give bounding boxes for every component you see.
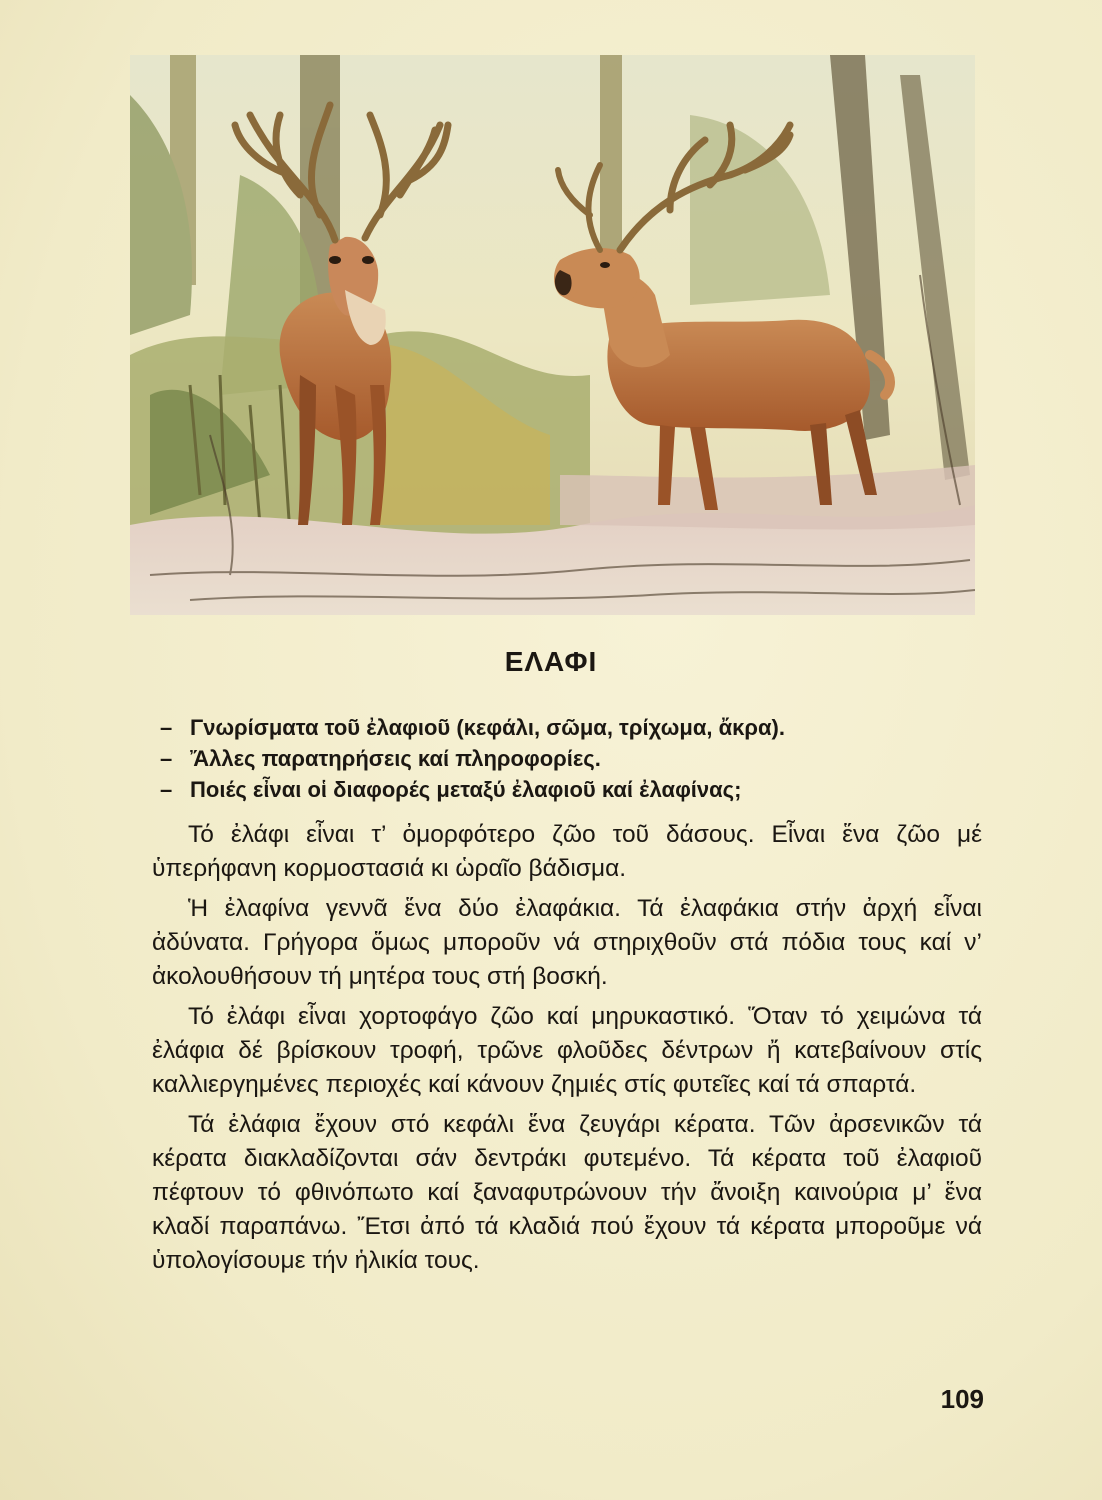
question-text: Ἄλλες παρατηρήσεις καί πληροφορίες. (190, 746, 601, 771)
question-text: Ποιές εἶναι οἱ διαφορές μεταξύ ἐλαφιοῦ καί ἐλαφίνας; (190, 777, 742, 802)
question-item (160, 743, 980, 774)
page-title: ΕΛΑΦΙ (504, 646, 598, 677)
question-bullet: – (160, 746, 173, 771)
question-item (160, 774, 980, 805)
question-text: Γνωρίσματα τοῦ ἐλαφιοῦ (κεφάλι, σῶμα, τρίχωμα, ἄκρα). (190, 715, 785, 740)
paragraph: Τό ἐλάφι εἶναι χορτοφάγο ζῶο καί μηρυκαστικό. Ὅταν τό χειμώνα τά ἐλάφια δέ βρίσκουν τροφή, τρῶνε φλοῦδες δέντρων ἤ κατεβαίνουν στίς καλλιεργημένες περιοχές καί κάνουν ζημιές στίς φυτεῖες καί τά σπαρτά. (152, 1003, 982, 1098)
study-questions (160, 712, 980, 805)
deer-illustration-svg (130, 55, 975, 615)
deer-illustration (130, 55, 975, 615)
body-text (152, 818, 982, 1284)
paragraph: Τά ἐλάφια ἔχουν στό κεφάλι ἕνα ζευγάρι κέρατα. Τῶν ἀρσενικῶν τά κέρατα διακλαδίζονται σάν δεντράκι φυτεμένο. Τά κέρατα τοῦ ἐλαφιοῦ πέφτουν τό φθινόπωτο καί ξαναφυτρώνουν τήν ἄνοιξη καινούρια μ’ ἕνα κλαδί παραπάνω. Ἔτσι ἀπό τά κλαδιά πού ἔχουν τά κέρατα μποροῦμε νά ὑπολογίσουμε τήν ἡλικία τους. (152, 1111, 982, 1274)
question-bullet: – (160, 715, 173, 740)
page-number: 109 (940, 1384, 984, 1414)
question-bullet: – (160, 777, 173, 802)
paragraph: Ἡ ἐλαφίνα γεννᾶ ἕνα δύο ἐλαφάκια. Τά ἐλαφάκια στήν ἀρχή εἶναι ἀδύνατα. Γρήγορα ὅμως μποροῦν νά στηριχθοῦν στά πόδια τους καί ν’ ἀκολουθήσουν τή μητέρα τους στή βοσκή. (152, 895, 982, 990)
question-item (160, 712, 980, 743)
paragraph: Τό ἐλάφι εἶναι τ’ ὀμορφότερο ζῶο τοῦ δάσους. Εἶναι ἕνα ζῶο μέ ὑπερήφανη κορμοστασιά κι ὡραῖο βάδισμα. (152, 821, 982, 882)
